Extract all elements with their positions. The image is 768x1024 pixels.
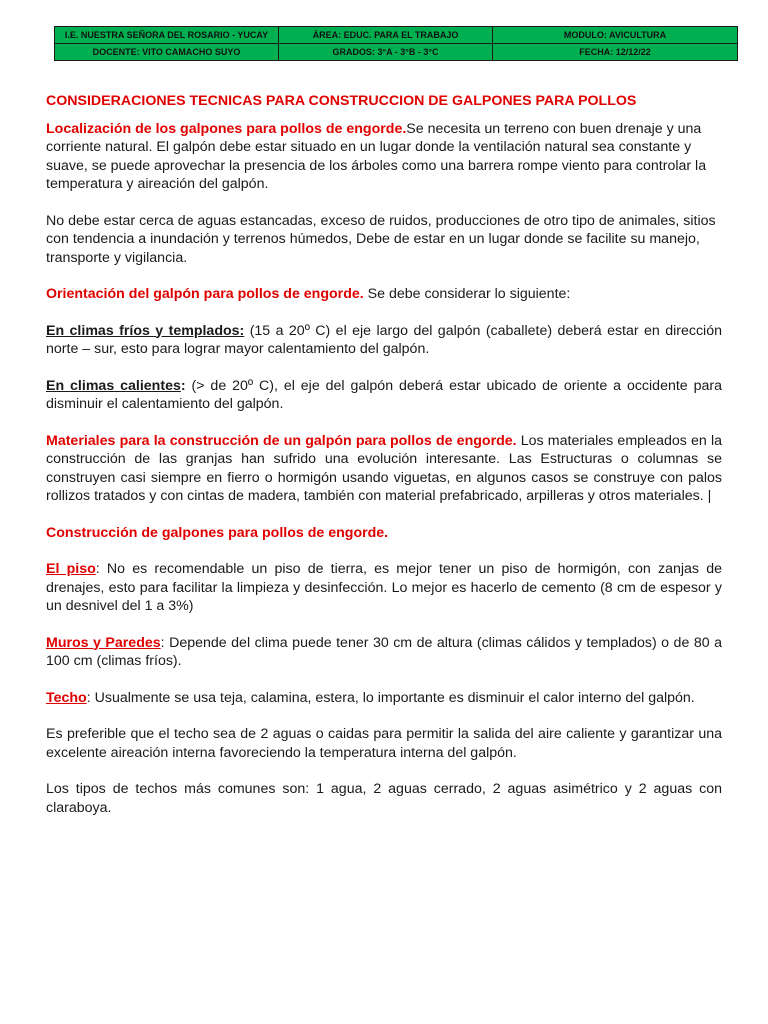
text-climas-frios: (15 a 20º C) el eje largo del galpón (caballete) deberá estar en dirección norte – sur, esto para lograr mayor calentamiento del galpón. bbox=[46, 322, 722, 357]
grades-cell: GRADOS: 3°A - 3°B - 3°C bbox=[279, 44, 493, 61]
paragraph-techo-aguas: Es preferible que el techo sea de 2 aguas o caidas para permitir la salida del aire caliente y garantizar una excelente aireación interna favoreciendo la temperatura interna del galpón. bbox=[46, 726, 722, 761]
module-cell: MODULO: AVICULTURA bbox=[493, 27, 738, 44]
text-piso: : No es recomendable un piso de tierra, es mejor tener un piso de hormigón, con zanjas de drenajes, esto para facilitar la limpieza y desinfección. Lo mejor es hacerlo de cemento (8 cm de espesor y un desnivel del 1 a 3%) bbox=[46, 561, 722, 614]
paragraph-orientacion bbox=[46, 285, 722, 304]
paragraph-muros bbox=[46, 634, 722, 671]
document-body bbox=[46, 92, 722, 835]
text-localizacion: Se necesita un terreno con buen drenaje y una corriente natural. El galpón debe estar situado en un lugar donde la ventilación natural sea constante y suave, se puede aprovechar la presencia de los árboles como una barrera rompe viento para controlar la temperatura y aireación del galpón. bbox=[46, 120, 707, 192]
heading-materiales: Materiales para la construcción de un galpón para pollos de engorde. bbox=[46, 432, 517, 449]
text-climas-calientes: (> de 20º C), el eje del galpón deberá estar ubicado de oriente a occidente para disminuir el calentamiento del galpón. bbox=[46, 377, 722, 412]
header-row-1 bbox=[55, 27, 738, 44]
header-table bbox=[54, 26, 738, 61]
text-materiales: Los materiales empleados en la construcción de las granjas han sufrido una evolución interesante. Las Estructuras o columnas se construyen casi siempre en fierro o hormigón usando viguetas, en algunos casos se construye con palos rollizos tratados y con cintas de madera, también con material prefabricado, arpilleras y otros materiales. | bbox=[46, 432, 722, 504]
document-title: CONSIDERACIONES TECNICAS PARA CONSTRUCCION DE GALPONES PARA POLLOS bbox=[46, 93, 637, 109]
teacher-cell: DOCENTE: VITO CAMACHO SUYO bbox=[55, 44, 279, 61]
paragraph-localizacion bbox=[46, 120, 722, 194]
text-orientacion: Se debe considerar lo siguiente: bbox=[363, 286, 571, 302]
text-muros: : Depende del clima puede tener 30 cm de altura (climas cálidos y templados) o de 80 a 100 cm (climas fríos). bbox=[46, 634, 722, 669]
paragraph-materiales bbox=[46, 432, 722, 506]
paragraph-techo bbox=[46, 689, 722, 708]
paragraph-aguas: No debe estar cerca de aguas estancadas, exceso de ruidos, producciones de otro tipo de animales, sitios con tendencia a inundación y terrenos húmedos, Debe de estar en un lugar donde se facilite su manejo, transporte y vigilancia. bbox=[46, 212, 716, 266]
paragraph-climas-calientes bbox=[46, 377, 722, 414]
heading-localizacion: Localización de los galpones para pollos de engorde. bbox=[46, 120, 407, 137]
colon-climas-calientes: : bbox=[180, 377, 186, 394]
heading-construccion: Construcción de galpones para pollos de engorde. bbox=[46, 524, 389, 541]
label-piso: El piso bbox=[46, 561, 96, 577]
paragraph-climas-frios bbox=[46, 322, 722, 359]
paragraph-piso bbox=[46, 560, 722, 616]
label-techo: Techo bbox=[46, 689, 87, 706]
header-row-2 bbox=[55, 44, 738, 61]
text-techo: : Usualmente se usa teja, calamina, estera, lo importante es disminuir el calor interno del galpón. bbox=[86, 689, 695, 706]
area-cell: ÁREA: EDUC. PARA EL TRABAJO bbox=[279, 27, 493, 44]
label-climas-calientes: En climas calientes bbox=[46, 377, 181, 394]
school-cell: I.E. NUESTRA SEÑORA DEL ROSARIO - YUCAY bbox=[55, 27, 279, 44]
label-climas-frios: En climas fríos y templados: bbox=[46, 322, 245, 339]
label-muros: Muros y Paredes bbox=[46, 634, 161, 651]
date-cell: FECHA: 12/12/22 bbox=[493, 44, 738, 61]
paragraph-tipos-techos: Los tipos de techos más comunes son: 1 agua, 2 aguas cerrado, 2 aguas asimétrico y 2 aguas con claraboya. bbox=[46, 781, 722, 816]
heading-orientacion: Orientación del galpón para pollos de engorde. bbox=[46, 286, 364, 302]
